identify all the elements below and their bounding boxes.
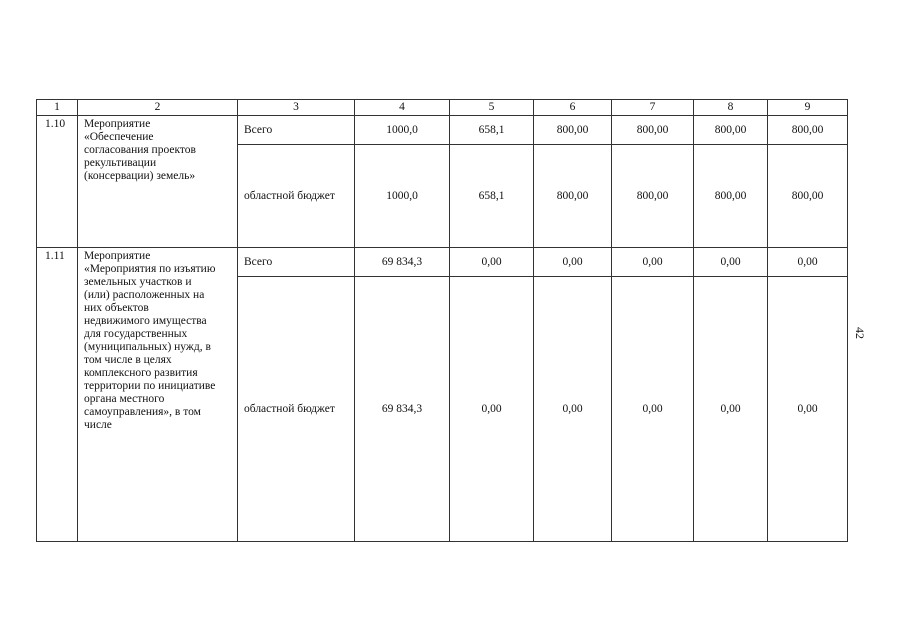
value-cell: 800,00	[768, 116, 848, 145]
value-cell: 800,00	[768, 145, 848, 248]
value-cell: 0,00	[612, 248, 694, 277]
column-header: 8	[694, 100, 768, 116]
table-row	[37, 248, 848, 277]
page-number: 42	[853, 327, 867, 339]
item-number: 1.11	[37, 248, 78, 542]
value-cell: 658,1	[450, 145, 534, 248]
value-cell: 800,00	[612, 116, 694, 145]
value-cell: 800,00	[534, 116, 612, 145]
column-header: 6	[534, 100, 612, 116]
funding-source: областной бюджет	[238, 145, 355, 248]
header-row	[37, 100, 848, 116]
value-cell: 0,00	[768, 277, 848, 542]
table-row	[37, 116, 848, 145]
value-cell: 69 834,3	[355, 248, 450, 277]
item-number: 1.10	[37, 116, 78, 248]
value-cell: 0,00	[534, 248, 612, 277]
value-cell: 0,00	[450, 248, 534, 277]
value-cell: 69 834,3	[355, 277, 450, 542]
value-cell: 1000,0	[355, 145, 450, 248]
column-header: 2	[78, 100, 238, 116]
column-header: 3	[238, 100, 355, 116]
value-cell: 800,00	[694, 145, 768, 248]
value-cell: 1000,0	[355, 116, 450, 145]
value-cell: 0,00	[694, 277, 768, 542]
budget-table	[36, 99, 848, 542]
item-description: Мероприятие «Обеспечение согласования проектов рекультивации (консервации) земель»	[78, 116, 238, 248]
column-header: 1	[37, 100, 78, 116]
column-header: 7	[612, 100, 694, 116]
funding-source: областной бюджет	[238, 277, 355, 542]
value-cell: 658,1	[450, 116, 534, 145]
funding-source: Всего	[238, 116, 355, 145]
value-cell: 0,00	[612, 277, 694, 542]
value-cell: 800,00	[534, 145, 612, 248]
column-header: 9	[768, 100, 848, 116]
column-header: 5	[450, 100, 534, 116]
item-description: Мероприятие «Мероприятия по изъятию земельных участков и (или) расположенных на них объектов недвижимого имущества для государственных (муниципальных) нужд, в том числе в целях комплексного развития территории по инициативе органа местного самоуправления», в том числе	[78, 248, 238, 542]
value-cell: 0,00	[768, 248, 848, 277]
column-header: 4	[355, 100, 450, 116]
value-cell: 0,00	[534, 277, 612, 542]
value-cell: 0,00	[450, 277, 534, 542]
value-cell: 0,00	[694, 248, 768, 277]
value-cell: 800,00	[612, 145, 694, 248]
value-cell: 800,00	[694, 116, 768, 145]
funding-source: Всего	[238, 248, 355, 277]
